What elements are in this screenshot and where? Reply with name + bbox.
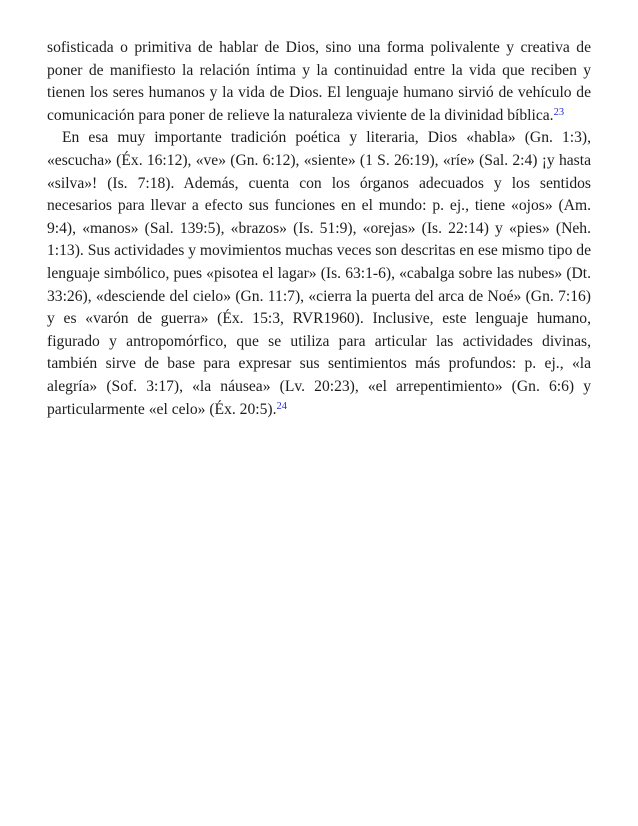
- paragraph-anthropomorphism: [47, 127, 591, 421]
- paragraph-text: sofisticada o primitiva de hablar de Dios, sino una forma polivalente y creativa de poner de manifiesto la relación íntima y la continuidad entre la vida que reciben y tienen los seres humanos y la vida de Dios. El lenguaje humano sirvió de vehículo de comunicación para poner de relieve la naturaleza viviente de la divinidad bíblica.: [47, 39, 591, 124]
- paragraph-text: En esa muy importante tradición poética y literaria, Dios «habla» (Gn. 1:3), «escucha» (Éx. 16:12), «ve» (Gn. 6:12), «siente» (1 S. 26:19), «ríe» (Sal. 2:4) ¡y hasta «silva»! (Is. 7:18). Además, cuenta con los órganos adecuados y los sentidos necesarios para llevar a efecto sus funciones en el mundo: p. ej., tiene «ojos» (Am. 9:4), «manos» (Sal. 139:5), «brazos» (Is. 51:9), «orejas» (Is. 22:14) y «pies» (Neh. 1:13). Sus actividades y movimientos muchas veces son descritas en ese mismo tipo de lenguaje simbólico, pues «pisotea el lagar» (Is. 63:1-6), «cabalga sobre las nubes» (Dt. 33:26), «desciende del cielo» (Gn. 11:7), «cierra la puerta del arca de Noé» (Gn. 7:16) y es «varón de guerra» (Éx. 15:3, RVR1960). Inclusive, este lenguaje humano, figurado y antropomórfico, que se utiliza para articular las actividades divinas, también sirve de base para expresar sus sentimientos más profundos: p. ej., «la alegría» (Sof. 3:17), «la náusea» (Lv. 20:23), «el arrepentimiento» (Gn. 6:6) y particularmente «el celo» (Éx. 20:5).: [47, 129, 591, 418]
- document-page: [47, 37, 591, 421]
- footnote-ref-24[interactable]: 24: [276, 400, 287, 412]
- paragraph-continued: [47, 37, 591, 127]
- footnote-ref-23[interactable]: 23: [553, 106, 565, 118]
